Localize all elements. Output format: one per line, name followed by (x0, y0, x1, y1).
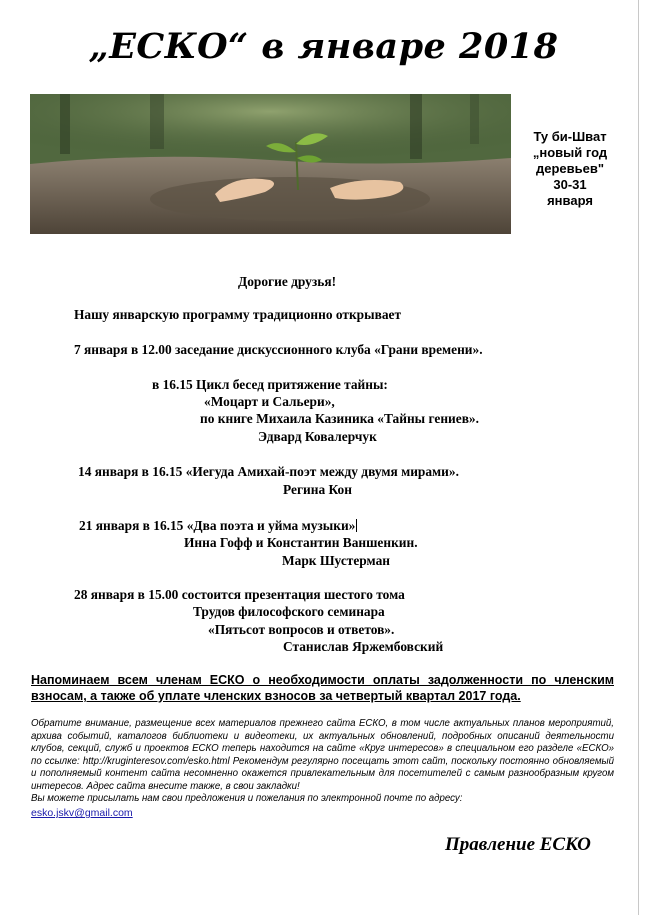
page-title: „ЕСКО“ в январе 2018 (88, 26, 559, 67)
signature: Правление ЕСКО (445, 834, 591, 855)
seedling-photo-illustration (30, 94, 511, 234)
contact-text: Вы можете присылать нам свои предложения и пожелания по электронной почте по адресу: (31, 793, 463, 804)
event-jan-7: 7 января в 12.00 заседание дискуссионного клуба «Грани времени». (74, 342, 483, 357)
text-cursor (356, 519, 357, 532)
tu-bishvat-note (520, 129, 620, 209)
program-intro: Нашу январскую программу традиционно открывает (74, 307, 402, 322)
event-mozart-book: по книге Михаила Казиника «Тайны гениев». (200, 411, 479, 426)
tu-bishvat-line: деревьев" (535, 161, 605, 176)
greeting: Дорогие друзья! (238, 274, 337, 289)
hands-planting-seedling-photo (30, 94, 511, 234)
website-notice (31, 718, 614, 806)
event-jan-14: 14 января в 16.15 «Иегуда Амихай-поэт между двумя мирами». (78, 464, 459, 479)
email-link[interactable]: esko.jskv@gmail.com (31, 807, 133, 819)
event-jan-28-author: Станислав Яржембовский (283, 639, 444, 654)
event-mozart-author: Эдвард Ковалерчук (258, 429, 377, 444)
event-jan-21 (79, 518, 357, 534)
website-notice-text: Обратите внимание, размещение всех материалов прежнего сайта ЕСКО, в том числе актуальных планов мероприятий, архива событий, каталогов библиотеки и видеотеки, их актуальных обновлений, подробных описаний деятельности клубов, секций, служб и проектов ЕСКО теперь находится на сайте «Круг интересов» в специальном его разделе «ЕСКО» по ссылке: http://kruginteresov.com/esko.html Рекомендум регулярно посещать этот сайт, поскольку постоянно обновляемый и пополняемый контент сайта несомненно окажется привлекательным для посетителей с самым разнообразным кругом интересов. Адрес сайта внесите также, в свои закладки! (31, 718, 614, 792)
page-border (638, 0, 639, 915)
event-jan-28-title: «Пятьсот вопросов и ответов». (208, 622, 395, 637)
tu-bishvat-line: января (547, 193, 593, 208)
tu-bishvat-line: 30-31 (553, 177, 587, 192)
event-jan-14-author: Регина Кон (283, 482, 352, 497)
event-jan-21-title: 21 января в 16.15 «Два поэта и уйма музыки» (79, 518, 356, 533)
event-mozart-title: в 16.15 Цикл бесед притяжение тайны: (152, 377, 388, 392)
event-jan-21-author: Марк Шустерман (282, 553, 390, 568)
tu-bishvat-line: Ту би-Шват (533, 129, 607, 144)
event-jan-28: 28 января в 15.00 состоится презентация шестого тома (74, 587, 405, 602)
event-jan-21-poets: Инна Гофф и Константин Ваншенкин. (184, 535, 418, 550)
tu-bishvat-line: „новый год (532, 145, 608, 160)
membership-fee-reminder: Напоминаем всем членам ЕСКО о необходимости оплаты задолженности по членским взносам, а также об уплате членских взносов за четвертый квартал 2017 года. (31, 673, 614, 703)
event-jan-28-seminar: Трудов философского семинара (193, 604, 385, 619)
event-mozart-subtitle: «Моцарт и Сальери», (204, 394, 335, 409)
